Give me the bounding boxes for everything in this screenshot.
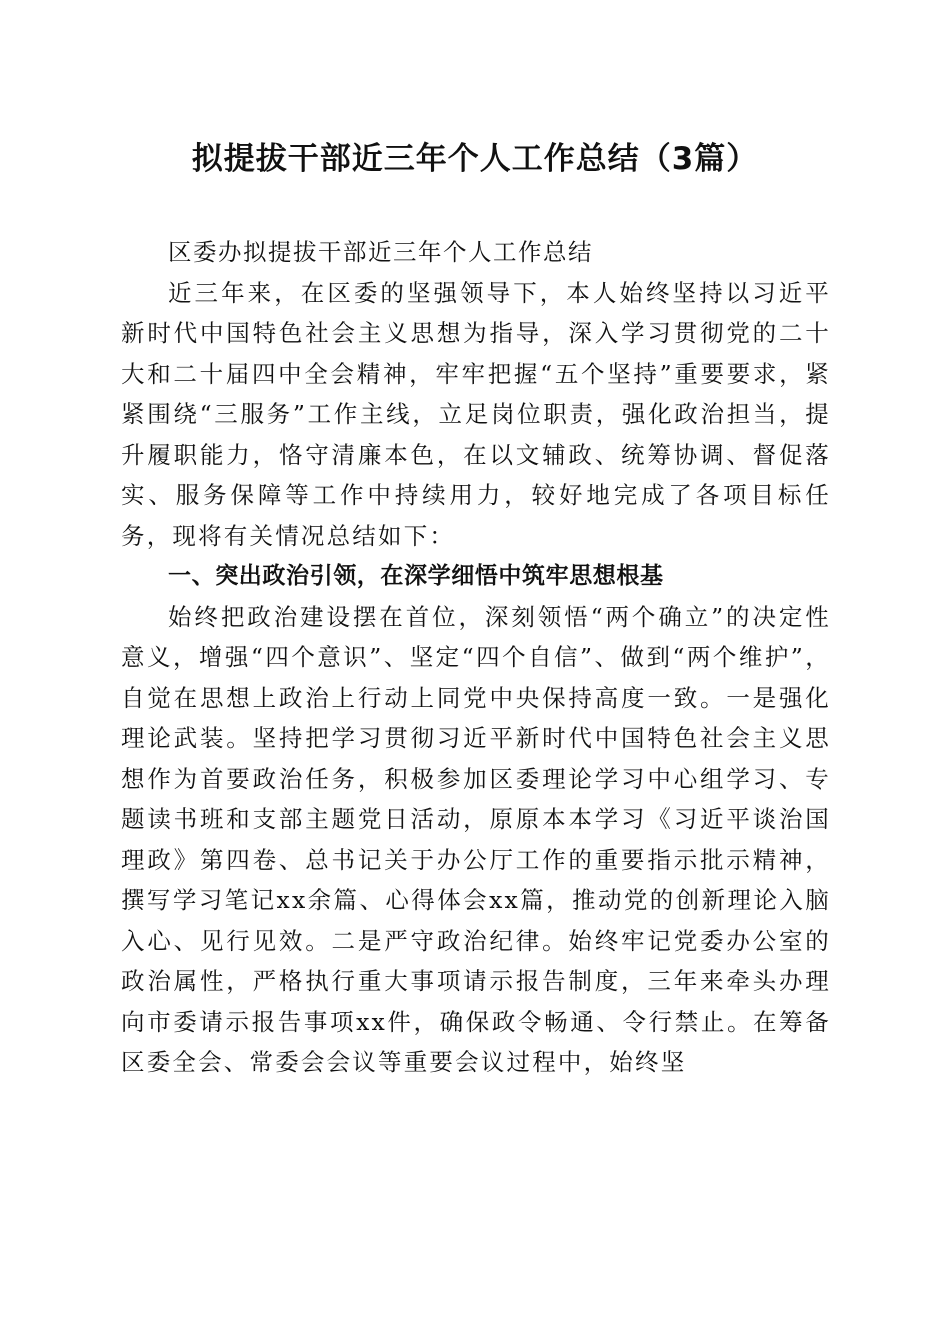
intro-paragraph: 近三年来，在区委的坚强领导下，本人始终坚持以习近平新时代中国特色社会主义思想为指导，深入学习贯彻党的二十大和二十届四中全会精神，牢牢把握“五个坚持”重要要求，紧紧围绕“三服务”工作主线，立足岗位职责，强化政治担当，提升履职能力，恪守清廉本色，在以文辅政、统筹协调、督促落实、服务保障等工作中持续用力，较好地完成了各项目标任务，现将有关情况总结如下： [121,278,831,550]
document-title: 拟提拔干部近三年个人工作总结（3篇） [191,141,759,177]
section-heading-1: 一、突出政治引领，在深学细悟中筑牢思想根基 [168,563,664,589]
document-body [121,232,831,1083]
document-subtitle: 区委办拟提拔干部近三年个人工作总结 [168,238,593,266]
section-1-paragraph: 始终把政治建设摆在首位，深刻领悟“两个确立”的决定性意义，增强“四个意识”、坚定“四个自信”、做到“两个维护”，自觉在思想上政治上行动上同党中央保持高度一致。一是强化理论武装。坚持把学习贯彻习近平新时代中国特色社会主义思想作为首要政治任务，积极参加区委理论学习中心组学习、专题读书班和支部主题党日活动，原原本本学习《习近平谈治国理政》第四卷、总书记关于办公厅工作的重要指示批示精神，撰写学习笔记xx余篇、心得体会xx篇，推动党的创新理论入脑入心、见行见效。二是严守政治纪律。始终牢记党委办公室的政治属性，严格执行重大事项请示报告制度，三年来牵头办理向市委请示报告事项xx件，确保政令畅通、令行禁止。在筹备区委全会、常委会会议等重要会议过程中，始终坚 [121,602,831,1076]
